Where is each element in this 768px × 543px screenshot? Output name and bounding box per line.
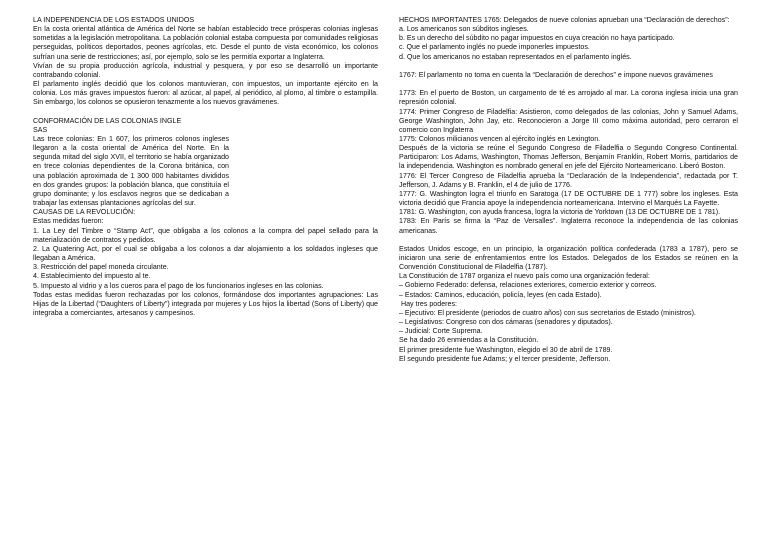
- derecho-item-b: b. Es un derecho del súbdito no pagar impuestos en cuya creación no haya participado.: [399, 34, 675, 43]
- poderes-title: Hay tres poderes:: [399, 299, 457, 308]
- poder-legislativo: – Legislativos: Congreso con dos cámaras (senadores y diputados).: [399, 318, 613, 327]
- derecho-item-a: a. Los americanos son súbditos ingleses.: [399, 25, 529, 34]
- derecho-item-d: d. Que los americanos no estaban representados en el parlamento inglés.: [399, 52, 632, 61]
- event-segundo-congreso: Después de la victoria se reúne el Segundo Congreso de Filadelfia o Segundo Congreso Continental. Participaron: Los Adams, Washington, Thomas Jefferson, Benjamín Franklin, Robert Morris, partidarios de la independencia. Washington es nombrado general en jefe del Ejército Norteamericano. Liberó Boston.: [399, 144, 738, 171]
- gobierno-federado: – Gobierno Federado: defensa, relaciones exteriores, comercio exterior y correos.: [399, 281, 657, 290]
- poder-ejecutivo: – Ejecutivo: El presidente (periodos de cuatro años) con sus secretarios de Estado (ministros).: [399, 308, 696, 317]
- event-1783: 1783: En París se firma la “Paz de Versalles”. Inglaterra reconoce la independencia de las colonias americanas.: [399, 217, 738, 235]
- final-segundo-presidente: El segundo presidente fue Adams; y el tercer presidente, Jefferson.: [399, 354, 611, 363]
- section-title-conformacion-line2: SAS: [33, 125, 48, 134]
- right-column: [399, 16, 738, 364]
- section-title-independencia: LA INDEPENDENCIA DE LOS ESTADOS UNIDOS: [33, 16, 195, 24]
- poder-judicial: – Judicial: Corte Suprema.: [399, 327, 483, 336]
- paragraph-constitucion: La Constitución de 1787 organiza el nuevo país como una organización federal:: [399, 272, 650, 281]
- final-enmiendas: Se ha dado 26 enmiendas a la Constitución.: [399, 336, 539, 345]
- gobierno-estados: – Estados: Caminos, educación, policía, leyes (en cada Estado).: [399, 290, 602, 299]
- causa-item-3: 3. Restricción del papel moneda circulante.: [33, 263, 169, 272]
- event-1774: 1774: Primer Congreso de Filadelfia: Asistieron, como delegados de las colonias, John y Samuel Adams, George Washington, John Jay, etc. Reconocieron a Jorge III como máxima autoridad, pero cerraron el comercio con Inglaterra: [399, 107, 738, 134]
- event-1775: 1775: Colonos milicianos vencen al ejército inglés en Lexington.: [399, 135, 601, 143]
- final-primer-presidente: El primer presidente fue Washington, elegido el 30 de abril de 1789.: [399, 345, 613, 354]
- paragraph-agrupaciones: Todas estas medidas fueron rechazadas por los colonos, formándose dos importantes agrupaciones: Las Hijas de la Libertad (“Daughters of Liberty”) integrada por mujeres y Los hijos la libertad (Sons of Liberty) que integraba a comerciantes, artesanos y campesinos.: [33, 290, 378, 317]
- event-1781: 1781: G. Washington, con ayuda francesa, logra la victoria de Yorktown (13 DE OCTUBRE DE 1 781).: [399, 208, 721, 217]
- paragraph-hechos-1765: HECHOS IMPORTANTES 1765: Delegados de nueve colonias aprueban una “Declaración de derechos”:: [399, 16, 730, 24]
- causa-item-1: 1. La Ley del Timbre o “Stamp Act”, que obligaba a los colonos a la compra del papel sellado para la materialización de contratos y pedidos.: [33, 226, 378, 244]
- section-title-causas: CAUSAS DE LA REVOLUCIÓN:: [33, 208, 136, 217]
- paragraph-parlamento: El parlamento inglés decidió que los colonos mantuvieran, con impuestos, un importante ejército en la colonia. Los más graves impuestos fueron: al azúcar, al papel, al periódico, al plomo, al timbre o estampilla. Sin embargo, los colonos se opusieron tenazmente a los nuevos gravámenes.: [33, 80, 378, 107]
- paragraph-estados-unidos: Estados Unidos escoge, en un principio, la organización política confederada (1783 a 1787), pero se iniciaron una serie de enfrentamientos entre los Estados. Delegados de los Estados se reúnen en la Convención Constitucional de Filadelfia (1787).: [399, 244, 738, 272]
- paragraph-1767: 1767: El parlamento no toma en cuenta la “Declaración de derechos” e impone nuevos gravámenes: [399, 70, 713, 79]
- paragraph-produccion: Vivían de su propia producción agrícola, industrial y pesquera, y por eso se desarrolló un importante contrabando colonial.: [33, 61, 378, 79]
- event-1776: 1776: El Tercer Congreso de Filadelfia aprueba la “Declaración de la Independencia”, redactada por T. Jefferson, J. Adams y B. Franklin, el 4 de julio de 1776.: [399, 171, 738, 189]
- event-1777: 1777: G. Washington logra el triunfo en Saratoga (17 DE OCTUBRE DE 1 777) sobre los ingleses. Esta victoria decidió que Francia apoye la independencia norteamericana. Intervino el Marqués La Fayette.: [399, 189, 738, 208]
- causa-item-2: 2. La Quatering Act, por el cual se obligaba a los colonos a dar alojamiento a los soldados ingleses que llegaban a América.: [33, 244, 378, 263]
- derecho-item-c: c. Que el parlamento inglés no puede imponerles impuestos.: [399, 43, 590, 52]
- section-title-conformacion-line1: CONFORMACIÓN DE LAS COLONIAS INGLE: [33, 116, 182, 125]
- paragraph-costa-oriental: En la costa oriental atlántica de América del Norte se habían establecido trece prósperas colonias inglesas sometidas a la legislación metropolitana. La población colonial estaba compuesta por comunidades religiosas perseguidas, políticos deportados, peones agrícolas, etc. Desde el punto de vista económico, los colonos sufrían una serie de restricciones; así, por ejemplo, solo se les permitía exportar a Inglaterra.: [33, 25, 378, 61]
- event-1773: 1773: En el puerto de Boston, un cargamento de té es arrojado al mar. La corona inglesa inicia una gran represión colonial.: [399, 89, 738, 107]
- causas-intro: Estas medidas fueron:: [33, 217, 104, 226]
- causa-item-5: 5. Impuesto al vidrio y a los cueros para el pago de los funcionarios ingleses en las colonias.: [33, 281, 324, 290]
- left-column: [33, 16, 378, 318]
- causa-item-4: 4. Establecimiento del impuesto al te.: [33, 272, 151, 281]
- paragraph-trece-colonias: Las trece colonias: En 1 607, los primeros colonos ingleses llegaron a la costa oriental de América del Norte. En la segunda mitad del siglo XVII, el territorio se había organizado en trece colonias dependientes de la Corona británica, con una población aproximada de 1 300 000 habitantes divididos en dos grandes grupos: la población blanca, que constituía el grupo dominante; y los esclavos negros que se dedicaban a trabajar las extensas plantaciones agrícolas del sur.: [33, 135, 229, 208]
